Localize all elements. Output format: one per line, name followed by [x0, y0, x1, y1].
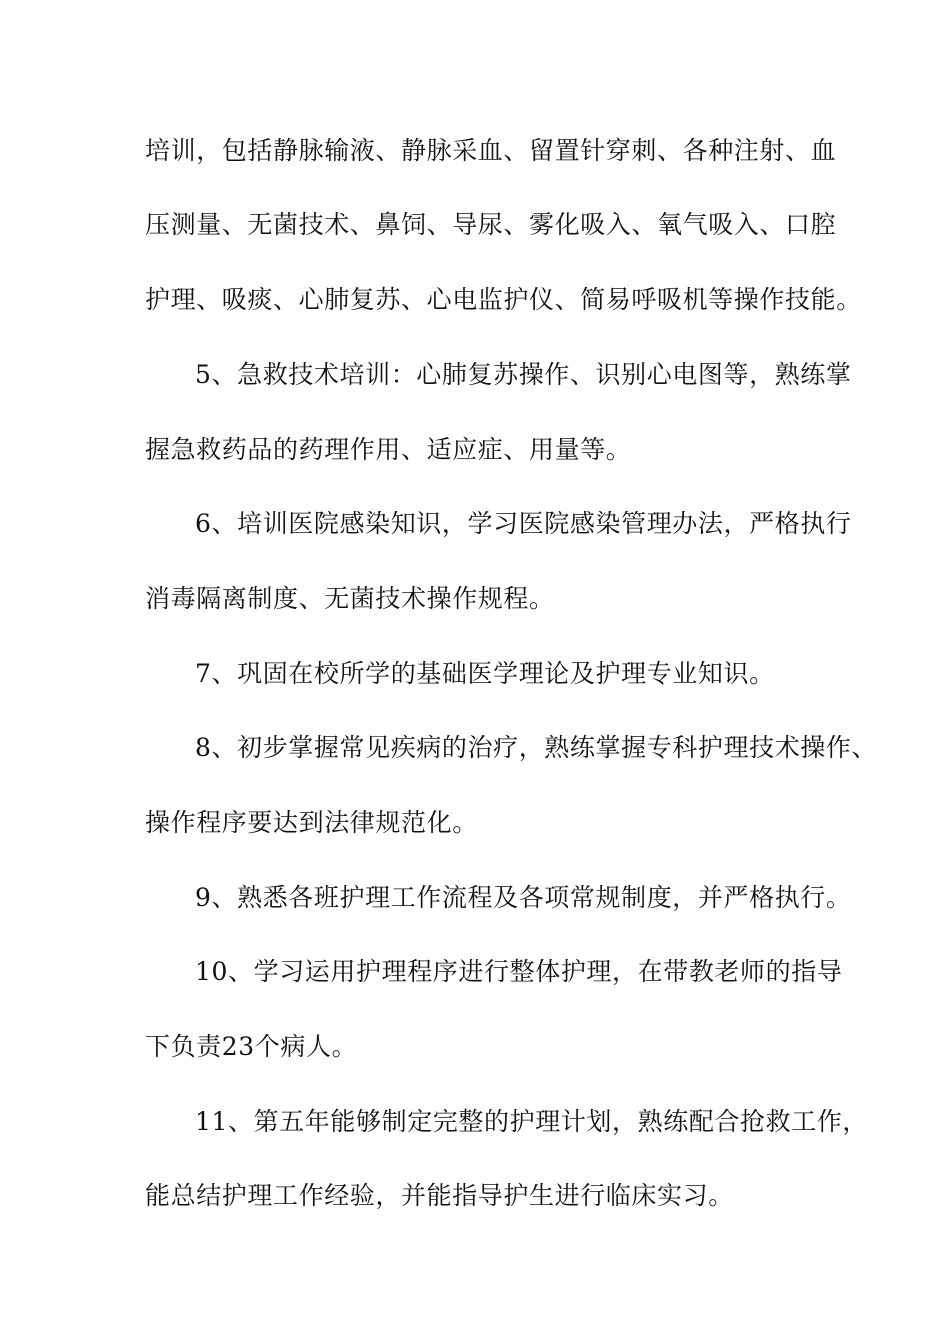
text-line-item-8: 8、初步掌握常见疾病的治疗，熟练掌握专科护理技术操作、 — [195, 733, 878, 762]
text-line-item-7: 7、巩固在校所学的基础医学理论及护理专业知识。 — [195, 659, 775, 688]
text-line: 操作程序要达到法律规范化。 — [145, 808, 478, 837]
text-line: 能总结护理工作经验，并能指导护生进行临床实习。 — [145, 1181, 734, 1210]
text-line: 握急救药品的药理作用、适应症、用量等。 — [145, 435, 632, 464]
text-line-item-9: 9、熟悉各班护理工作流程及各项常规制度，并严格执行。 — [195, 883, 852, 912]
text-line: 培训，包括静脉输液、静脉采血、留置针穿刺、各种注射、血 — [145, 136, 837, 165]
text-line-item-11: 11、第五年能够制定完整的护理计划，熟练配合抢救工作， — [195, 1107, 869, 1136]
text-line-item-5: 5、急救技术培训：心肺复苏操作、识别心电图等，熟练掌 — [195, 360, 852, 389]
text-line-item-10: 10、学习运用护理程序进行整体护理，在带教老师的指导 — [195, 957, 843, 986]
text-line: 下负责23个病人。 — [145, 1032, 358, 1061]
text-line: 护理、吸痰、心肺复苏、心电监护仪、简易呼吸机等操作技能。 — [145, 285, 862, 314]
text-line: 压测量、无菌技术、鼻饲、导尿、雾化吸入、氧气吸入、口腔 — [145, 210, 837, 239]
text-line: 消毒隔离制度、无菌技术操作规程。 — [145, 584, 555, 613]
text-line-item-6: 6、培训医院感染知识，学习医院感染管理办法，严格执行 — [195, 509, 852, 538]
